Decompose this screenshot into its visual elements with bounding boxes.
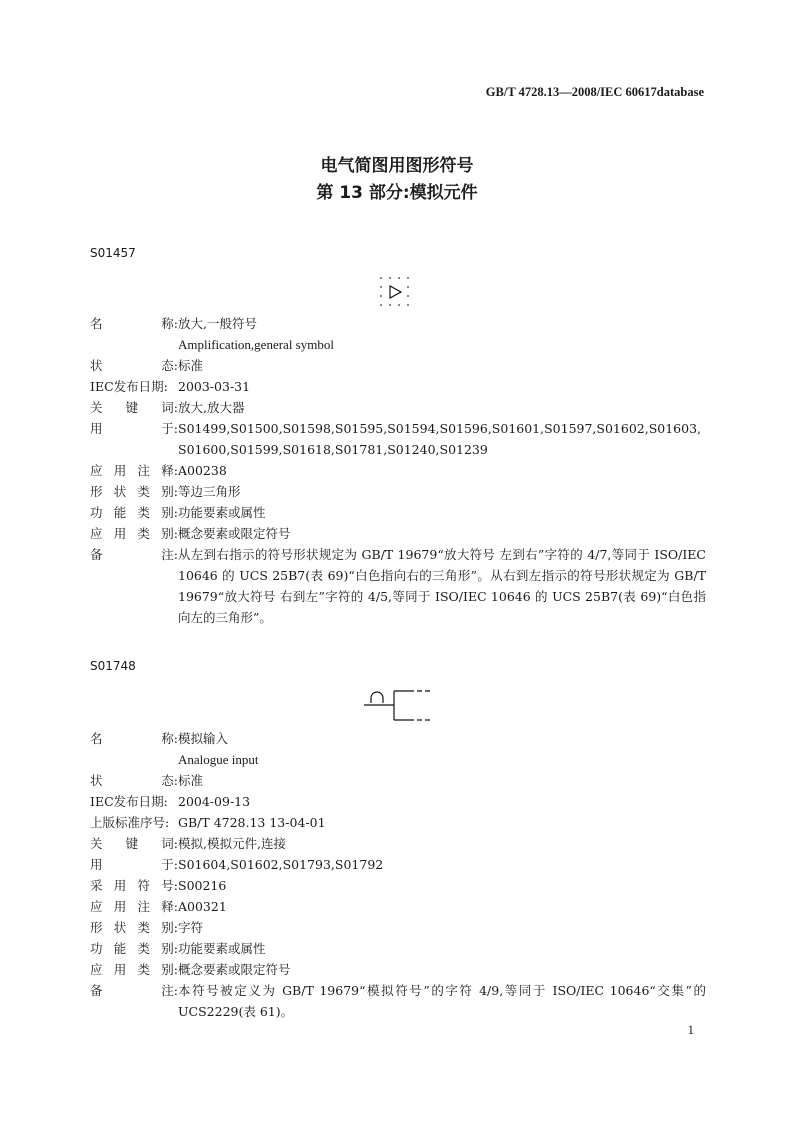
field-label-name: 名 称: <box>90 731 178 746</box>
field-status: 标准 <box>178 773 204 788</box>
amplification-symbol-icon <box>378 275 418 309</box>
field-used-in: S01604,S01602,S01793,S01792 <box>178 857 384 872</box>
field-app-note: A00238 <box>178 463 227 478</box>
field-label-used-in: 用 于: <box>90 421 178 436</box>
field-keywords: 模拟,模拟元件,连接 <box>178 836 286 851</box>
field-label-prev-standard: 上版标准序号: <box>90 815 170 830</box>
field-label-app-note: 应 用 注 释: <box>90 899 178 914</box>
field-name: 放大,一般符号 <box>178 316 257 331</box>
field-label-name: 名 称: <box>90 316 178 331</box>
field-label-keywords: 关 键 词: <box>90 836 178 851</box>
field-label-func: 功 能 类 别: <box>90 505 178 520</box>
field-remark: 本符号被定义为 GB/T 19679“模拟符号”的字符 4/9,等同于 ISO/IEC 10646“交集”的 UCS2229(表 61)。 <box>178 983 706 1019</box>
entry-code: S01748 <box>90 659 136 673</box>
field-label-used-in: 用 于: <box>90 857 178 872</box>
field-label-shape: 形 状 类 别: <box>90 484 178 499</box>
field-label-app: 应 用 类 别: <box>90 962 178 977</box>
document-subtitle: 第 13 部分:模拟元件 <box>316 183 478 203</box>
field-remark: 从左到右指示的符号形状规定为 GB/T 19679“放大符号 左到右”字符的 4/7,等同于 ISO/IEC 10646 的 UCS 25B7(表 69)“白色指向右的三角形”。从右到左指示的符号形状规定为 GB/T 19679“放大符号 右到左”字符的 4/5,等同于 ISO/IEC 10646 的 UCS 25B7(表 69)“白色指向左的三角形”。 <box>178 547 706 625</box>
document-header-code: GB/T 4728.13—2008/IEC 60617database <box>485 85 704 99</box>
field-label-status: 状 态: <box>90 358 178 373</box>
field-label-app-note: 应 用 注 释: <box>90 463 178 478</box>
field-date: 2004-09-13 <box>178 794 251 809</box>
field-label-func: 功 能 类 别: <box>90 941 178 956</box>
field-label-remark: 备 注: <box>90 547 178 562</box>
field-adopt: S00216 <box>178 878 227 893</box>
field-used-in-cont: S01600,S01599,S01618,S01781,S01240,S01239 <box>178 442 488 457</box>
page-number: 1 <box>687 1022 694 1037</box>
field-func: 功能要素或属性 <box>178 941 266 956</box>
field-keywords: 放大,放大器 <box>178 400 245 415</box>
field-label-remark: 备 注: <box>90 983 178 998</box>
field-status: 标准 <box>178 358 204 373</box>
analogue-input-symbol-icon <box>362 688 436 724</box>
field-shape: 字符 <box>178 920 204 935</box>
field-app-note: A00321 <box>178 899 227 914</box>
document-title: 电气简图用图形符号 <box>320 156 474 176</box>
entry-details <box>90 728 706 1022</box>
field-label-shape: 形 状 类 别: <box>90 920 178 935</box>
entry-code: S01457 <box>90 246 136 260</box>
field-shape: 等边三角形 <box>178 484 241 499</box>
field-prev-standard: GB/T 4728.13 13-04-01 <box>178 815 326 830</box>
field-app: 概念要素或限定符号 <box>178 526 291 541</box>
field-date: 2003-03-31 <box>178 379 251 394</box>
field-name-en: Analogue input <box>178 752 259 767</box>
field-used-in: S01499,S01500,S01598,S01595,S01594,S01596,S01601,S01597,S01602,S01603, <box>178 421 702 436</box>
field-label-date: IEC发布日期: <box>90 379 168 394</box>
field-label-date: IEC发布日期: <box>90 794 168 809</box>
field-label-status: 状 态: <box>90 773 178 788</box>
field-name-en: Amplification,general symbol <box>178 337 334 352</box>
field-app: 概念要素或限定符号 <box>178 962 291 977</box>
field-label-app: 应 用 类 别: <box>90 526 178 541</box>
field-label-keywords: 关 键 词: <box>90 400 178 415</box>
entry-details <box>90 313 706 628</box>
field-func: 功能要素或属性 <box>178 505 266 520</box>
field-label-adopt: 采 用 符 号: <box>90 878 178 893</box>
field-name: 模拟输入 <box>178 731 229 746</box>
